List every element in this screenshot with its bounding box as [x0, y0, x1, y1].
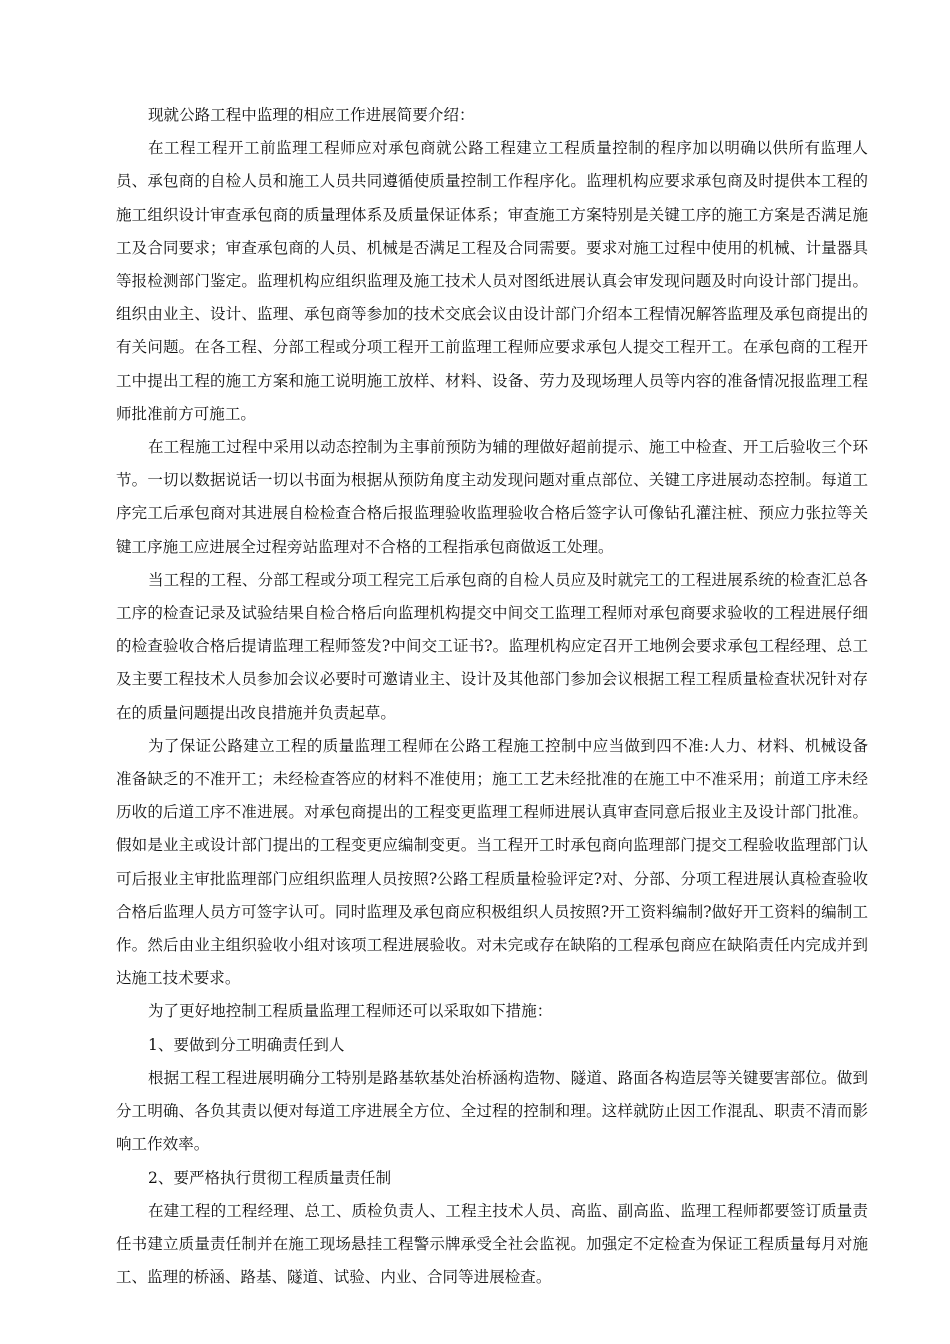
measure-2-heading: 2、要严格执行贯彻工程质量责任制: [148, 1168, 392, 1187]
pre-construction-paragraph: 在工程工程开工前监理工程师应对承包商就公路工程建立工程质量控制的程序加以明确以供所有监理人员、承包商的自检人员和施工人员共同遵循使质量控制工作程序化。监理机构应要求承包商及时提供本工程的施工组织设计审查承包商的质量理体系及质量保证体系；审查施工方案特别是关键工序的施工方案是否满足施工及合同要求；审查承包商的人员、机械是否满足工程及合同需要。要求对施工过程中使用的机械、计量器具等报检测部门鉴定。监理机构应组织监理及施工技术人员对图纸进展认真会审发现问题及时向设计部门提出。组织由业主、设计、监理、承包商等参加的技术交底会议由设计部门介绍本工程情况解答监理及承包商提出的有关问题。在各工程、分部工程或分项工程开工前监理工程师应要求承包人提交工程开工。在承包商的工程开工中提出工程的施工方案和施工说明施工放样、材料、设备、劳力及现场理人员等内容的准备情况报监理工程师批准前方可施工。: [116, 139, 868, 423]
intro-paragraph: 现就公路工程中监理的相应工作进展简要介绍：: [148, 106, 475, 124]
measure-1-heading: 1、要做到分工明确责任到人: [148, 1035, 345, 1054]
four-prohibitions-paragraph: 为了保证公路建立工程的质量监理工程师在公路工程施工控制中应当做到四不准:人力、材料、机械设备准备缺乏的不准开工；未经检查答应的材料不准使用；施工工艺未经批准的在施工中不准采用；前道工序未经历收的后道工序不准进展。对承包商提出的工程变更监理工程师进展认真审查同意后报业主及设计部门批准。假如是业主或设计部门提出的工程变更应编制变更。当工程开工时承包商向监理部门提交工程验收监理部门认可后报业主审批监理部门应组织监理人员按照?公路工程质量检验评定?对、分部、分项工程进展认真检查验收合格后监理人员方可签字认可。同时监理及承包商应积极组织人员按照?开工资料编制?做好开工资料的编制工作。然后由业主组织验收小组对该项工程进展验收。对未完或存在缺陷的工程承包商应在缺陷责任内完成并到达施工技术要求。: [116, 736, 868, 988]
measure-2-paragraph: 在建工程的工程经理、总工、质检负责人、工程主技术人员、高监、副高监、监理工程师都要签订质量责任书建立质量责任制并在施工现场悬挂工程警示牌承受全社会监视。加强定不定检查为保证工程质量每月对施工、监理的桥涵、路基、隧道、试验、内业、合同等进展检查。: [116, 1201, 868, 1287]
measure-1-paragraph: 根据工程工程进展明确分工特别是路基软基处治桥涵构造物、隧道、路面各构造层等关键要害部位。做到分工明确、各负其责以便对每道工序进展全方位、全过程的控制和理。这样就防止因工作混乱、职责不清而影响工作效率。: [116, 1068, 868, 1154]
measures-intro-paragraph: 为了更好地控制工程质量监理工程师还可以采取如下措施：: [148, 1002, 553, 1021]
completion-inspection-paragraph: 当工程的工程、分部工程或分项工程完工后承包商的自检人员应及时就完工的工程进展系统的检查汇总各工序的检查记录及试验结果自检合格后向监理机构提交中间交工监理工程师对承包商要求验收的工程进展仔细的检查验收合格后提请监理工程师签发?中间交工证书?。监理机构应定召开工地例会要求承包工程经理、总工及主要工程技术人员参加会议必要时可邀请业主、设计及其他部门参加会议根据工程工程质量检查状况针对存在的质量问题提出改良措施并负责起草。: [116, 570, 868, 722]
construction-process-paragraph: 在工程施工过程中采用以动态控制为主事前预防为辅的理做好超前提示、施工中检查、开工后验收三个环节。一切以数据说话一切以书面为根据从预防角度主动发现问题对重点部位、关键工序进展动态控制。每道工序完工后承包商对其进展自检检查合格后报监理验收监理验收合格后签字认可像钻孔灌注桩、预应力张拉等关键工序施工应进展全过程旁站监理对不合格的工程指承包商做返工处理。: [116, 438, 868, 556]
